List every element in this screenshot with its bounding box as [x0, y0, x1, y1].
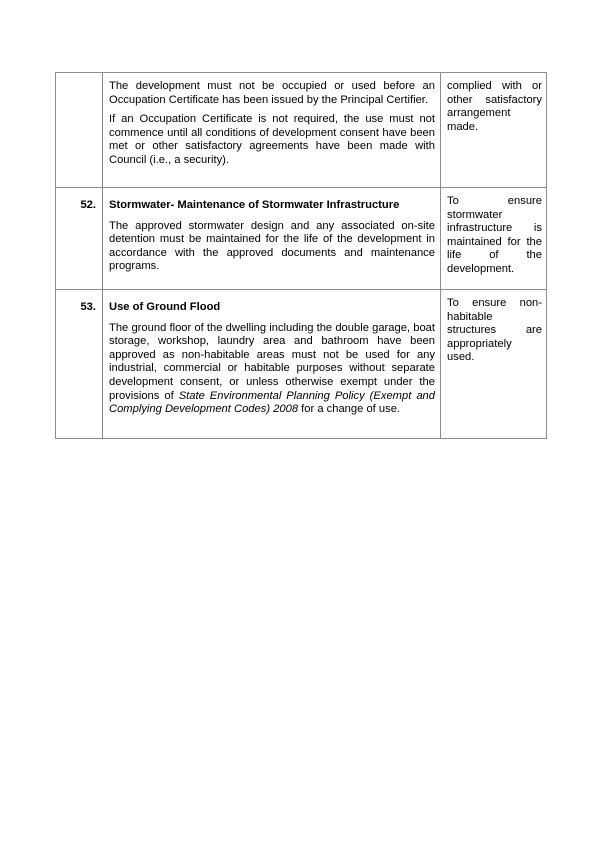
- condition-number: 53.: [56, 290, 103, 439]
- condition-heading: Stormwater- Maintenance of Stormwater Infrastructure: [109, 199, 400, 211]
- condition-reason: [441, 290, 547, 439]
- table-row: [56, 188, 547, 290]
- condition-body: [103, 73, 441, 188]
- condition-body: [103, 188, 441, 290]
- condition-heading: Use of Ground Flood: [109, 301, 221, 313]
- condition-number: 52.: [56, 188, 103, 290]
- condition-paragraph: The development must not be occupied or used before an Occupation Certificate has been issued by the Principal Certifier.: [109, 80, 435, 106]
- table-row: [56, 73, 547, 188]
- paragraph-text: The ground floor of the dwelling including the double garage, boat storage, workshop, laundry area and bathroom have been approved as non-habitable areas must not be used for any industrial, commercial or habitable purposes without separate development consent, or unless otherwise exempt under the provisions of: [109, 321, 435, 402]
- reason-text: To ensure non-habitable structures are appropriately used.: [447, 297, 542, 364]
- policy-title: State Environmental Planning Policy (Exempt and Complying Development Codes) 2008: [109, 389, 435, 416]
- conditions-table: [55, 72, 547, 439]
- reason-text: complied with or other satisfactory arrangement made.: [447, 80, 542, 133]
- condition-reason: [441, 73, 547, 188]
- condition-paragraph: If an Occupation Certificate is not required, the use must not commence until all conditions of development consent have been met or other satisfactory agreements have been made with Council (i.e., a security).: [109, 113, 435, 166]
- condition-body: [103, 290, 441, 439]
- reason-text: To ensure stormwater infrastructure is maintained for the life of the development.: [447, 195, 542, 275]
- condition-number: [56, 73, 103, 188]
- condition-paragraph: The approved stormwater design and any associated on-site detention must be maintained for the life of the development in accordance with the approved documents and maintenance programs.: [109, 219, 435, 273]
- paragraph-text: for a change of use.: [298, 403, 401, 416]
- condition-paragraph: [109, 322, 435, 417]
- table-row: [56, 290, 547, 439]
- condition-reason: [441, 188, 547, 290]
